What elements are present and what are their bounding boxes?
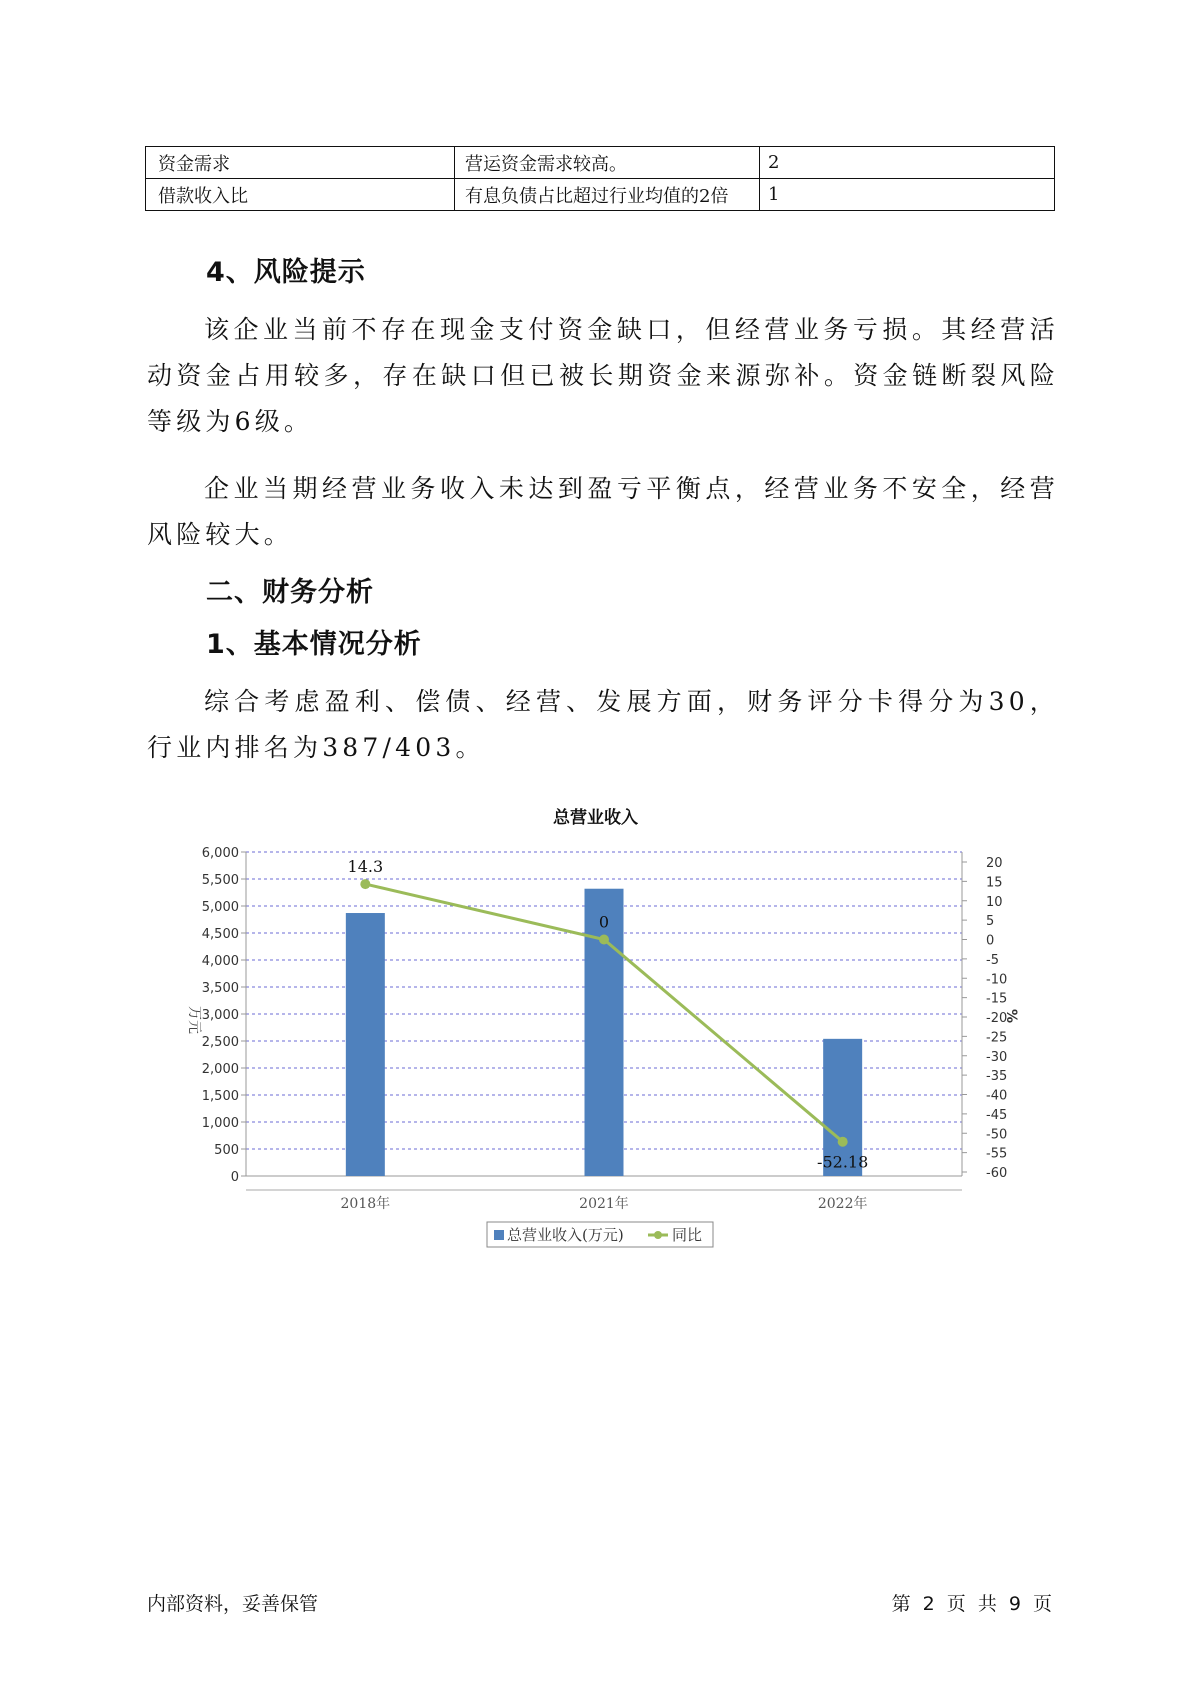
- table-cell-desc: 有息负债占比超过行业均值的2倍: [455, 179, 760, 211]
- legend-swatch-point: [654, 1231, 662, 1239]
- y2-tick-label: -45: [986, 1107, 1008, 1123]
- y2-axis-title: %: [1003, 1008, 1019, 1024]
- basic-analysis-heading: 1、基本情况分析: [206, 629, 422, 660]
- y2-tick-label: 15: [986, 875, 1003, 891]
- y2-tick-label: 0: [986, 933, 995, 949]
- y-tick-label: 1,500: [201, 1089, 239, 1104]
- y2-tick-label: -60: [986, 1166, 1008, 1181]
- bar: [346, 913, 385, 1176]
- table-cell-value: 1: [760, 179, 1055, 211]
- chart-title: 总营业收入: [553, 808, 638, 828]
- y-tick-label: 6,000: [201, 846, 239, 861]
- bar: [585, 889, 624, 1176]
- data-label: 14.3: [347, 857, 384, 877]
- table-cell-item: 资金需求: [146, 147, 455, 179]
- legend-label: 同比: [672, 1226, 703, 1244]
- y-tick-label: 2,000: [201, 1062, 239, 1077]
- x-tick-label: 2022年: [817, 1196, 868, 1212]
- legend-label: 总营业收入(万元): [507, 1226, 624, 1244]
- legend-swatch-bar: [494, 1230, 504, 1240]
- chart-bars: [346, 889, 862, 1176]
- chart-legend: [487, 1222, 713, 1247]
- y-tick-label: 0: [230, 1170, 239, 1185]
- data-label: -52.18: [817, 1152, 869, 1172]
- x-tick-label: 2021年: [579, 1196, 629, 1212]
- table-cell-value: 2: [760, 147, 1055, 179]
- y2-tick-label: -50: [986, 1127, 1008, 1143]
- table-cell-item: 借款收入比: [146, 179, 455, 211]
- y-tick-label: 2,500: [201, 1035, 239, 1050]
- y2-tick-label: -25: [986, 1030, 1008, 1046]
- y2-tick-label: -30: [986, 1049, 1008, 1065]
- y-tick-label: 5,000: [201, 900, 239, 915]
- line-point: [838, 1137, 848, 1147]
- footer-page-number: 第 2 页 共 9 页: [891, 1593, 1052, 1615]
- y-tick-label: 1,000: [201, 1116, 239, 1131]
- line-point: [360, 879, 370, 889]
- y-tick-label: 5,500: [201, 873, 239, 888]
- y-tick-label: 4,500: [201, 927, 239, 942]
- risk-paragraph-1: 该企业当前不存在现金支付资金缺口，但经营业务亏损。其经营活动资金占用较多，存在缺口但已被长期资金来源弥补。资金链断裂风险等级为6级。: [147, 315, 1059, 436]
- table-cell-desc: 营运资金需求较高。: [455, 147, 760, 179]
- y2-tick-label: -20: [986, 1011, 1008, 1026]
- x-tick-label: 2018年: [340, 1196, 391, 1212]
- y2-tick-label: -15: [986, 991, 1008, 1007]
- y-tick-label: 4,000: [201, 954, 239, 969]
- risk-paragraph-2: 企业当期经营业务收入未达到盈亏平衡点，经营业务不安全，经营风险较大。: [147, 474, 1059, 549]
- y-tick-label: 500: [214, 1143, 239, 1158]
- y-axis-title: 万元: [186, 1006, 202, 1034]
- y2-tick-label: -5: [986, 952, 999, 968]
- y2-tick-label: 20: [986, 856, 1003, 871]
- line-point: [599, 935, 609, 945]
- y2-tick-label: -40: [986, 1088, 1008, 1104]
- y2-tick-label: -10: [986, 972, 1008, 988]
- finance-heading: 二、财务分析: [206, 577, 374, 608]
- y2-tick-label: 5: [986, 914, 995, 930]
- risk-heading: 4、风险提示: [206, 257, 366, 288]
- y2-tick-label: -35: [986, 1069, 1008, 1085]
- data-label: 0: [598, 912, 610, 932]
- y2-tick-label: -55: [986, 1146, 1008, 1162]
- footer-confidential: 内部资料，妥善保管: [147, 1593, 319, 1615]
- basic-analysis-paragraph: 综合考虑盈利、偿债、经营、发展方面，财务评分卡得分为30，行业内排名为387/403。: [147, 687, 1059, 762]
- y-tick-label: 3,000: [201, 1008, 239, 1023]
- y-tick-label: 3,500: [201, 981, 239, 996]
- y2-tick-label: 10: [986, 894, 1003, 910]
